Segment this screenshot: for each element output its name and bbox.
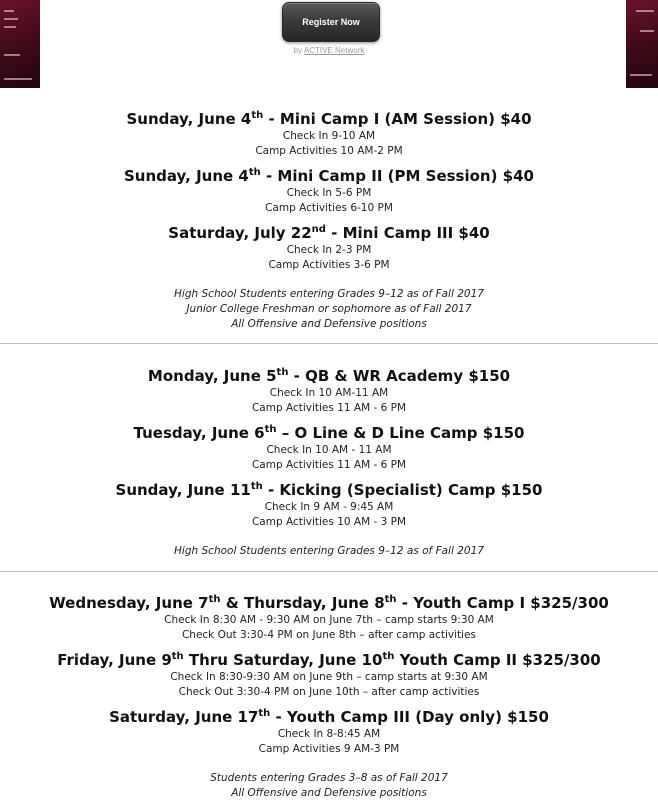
camp-section-2	[0, 367, 658, 559]
camp-detail: Check In 9-10 AM	[282, 130, 376, 142]
camp-section-1	[0, 110, 658, 332]
section-divider	[0, 343, 658, 344]
camp-heading: Wednesday, June 7th & Thursday, June 8th - Youth Camp I $325/300	[49, 594, 609, 612]
register-now-button[interactable]: Register Now	[282, 2, 380, 42]
camp-detail: Check In 5-6 PM	[286, 187, 372, 199]
camp-detail: Camp Activities 6-10 PM	[265, 202, 393, 214]
byline	[0, 46, 658, 55]
camp-detail: Camp Activities 10 AM - 3 PM	[251, 516, 407, 528]
camp-heading: Sunday, June 4th - Mini Camp I (AM Session) $40	[126, 110, 532, 128]
camp-detail: Check Out 3:30-4 PM on June 10th – after camp activities	[178, 686, 480, 698]
camp-detail: Check In 9 AM - 9:45 AM	[264, 501, 394, 513]
camp-detail: Check In 8-8:45 AM	[277, 728, 381, 740]
camp-detail: Camp Activities 11 AM - 6 PM	[251, 402, 407, 414]
byline-prefix: by	[293, 46, 303, 55]
eligibility-note: All Offensive and Defensive positions	[231, 787, 427, 799]
camp-detail: Check In 8:30 AM - 9:30 AM on June 7th – camp starts 9:30 AM	[164, 614, 494, 626]
camp-heading: Saturday, June 17th - Youth Camp III (Day only) $150	[109, 708, 549, 726]
camp-heading: Saturday, July 22nd - Mini Camp III $40	[168, 224, 490, 242]
camp-heading: Friday, June 9th Thru Saturday, June 10th Youth Camp II $325/300	[57, 651, 601, 669]
camp-section-3	[0, 594, 658, 801]
camp-detail: Camp Activities 9 AM-3 PM	[258, 743, 400, 755]
camp-detail: Camp Activities 10 AM-2 PM	[255, 145, 403, 157]
active-network-link[interactable]: ACTIVE Network	[303, 46, 365, 55]
eligibility-note: High School Students entering Grades 9–12 as of Fall 2017	[174, 545, 484, 557]
camp-heading: Tuesday, June 6th – O Line & D Line Camp $150	[133, 424, 525, 442]
camp-detail: Check In 10 AM-11 AM	[269, 387, 389, 399]
promo-image-left[interactable]	[0, 0, 40, 88]
eligibility-note: Students entering Grades 3–8 as of Fall 2017	[210, 772, 448, 784]
eligibility-note: All Offensive and Defensive positions	[231, 318, 427, 330]
promo-image-right[interactable]	[626, 0, 658, 88]
section-divider	[0, 571, 658, 572]
camp-detail: Check In 10 AM - 11 AM	[266, 444, 392, 456]
eligibility-note: Junior College Freshman or sophomore as of Fall 2017	[186, 303, 472, 315]
camp-detail: Check In 8:30-9:30 AM on June 9th – camp starts at 9:30 AM	[170, 671, 488, 683]
camp-heading: Sunday, June 11th - Kicking (Specialist) Camp $150	[115, 481, 543, 499]
eligibility-note: High School Students entering Grades 9–12 as of Fall 2017	[174, 288, 484, 300]
camp-detail: Check In 2-3 PM	[286, 244, 372, 256]
camp-heading: Sunday, June 4th - Mini Camp II (PM Session) $40	[123, 167, 534, 185]
camp-detail: Check Out 3:30-4 PM on June 8th – after camp activities	[181, 629, 477, 641]
camp-detail: Camp Activities 3-6 PM	[268, 259, 390, 271]
camp-detail: Camp Activities 11 AM - 6 PM	[251, 459, 407, 471]
camp-heading: Monday, June 5th - QB & WR Academy $150	[147, 367, 511, 385]
